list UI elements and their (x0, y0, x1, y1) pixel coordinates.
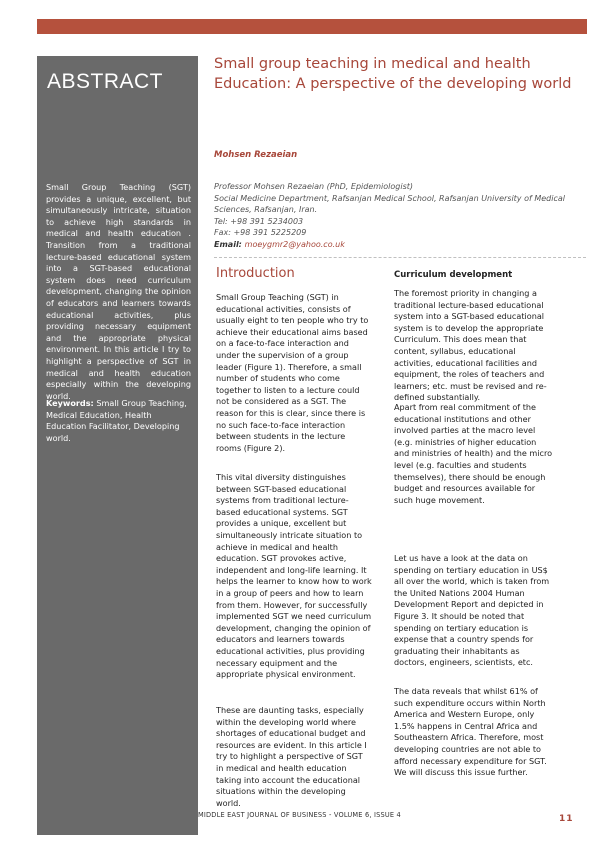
keywords-label: Keywords: (46, 398, 94, 408)
author-name: Mohsen Rezaeian (214, 150, 298, 160)
article-title: Small group teaching in medical and health Education: A perspective of the developing world (214, 56, 572, 92)
paragraph: Small Group Teaching (SGT) in educational activities, consists of usually eight to ten people who try to achieve their educational aims based on a face-to-face interaction and under the supervision of a group leader (Figure 1). Therefore, a small number of students who come together to listen to a lecture could not be considered as a SGT. The reason for this is clear, since there is no such face-to-face interaction between students in the lecture rooms (Figure 2). (216, 292, 369, 453)
section-heading-curriculum: Curriculum development (394, 270, 513, 280)
abstract-heading: ABSTRACT (47, 70, 164, 93)
email-line (214, 239, 584, 251)
paragraph: Apart from real commitment of the educational institutions and other involved parties at the macro level (e.g. ministries of higher education and ministries of health) and the micro level (e.g. faculties and students themselves), there should be enough budget and resources available for such huge movement. (394, 402, 553, 505)
column-right (394, 268, 554, 778)
section-heading-introduction: Introduction (216, 266, 295, 281)
paragraph: The foremost priority in changing a traditional lecture-based educational system into a SGT-based educational system is to develop the appropriate Curriculum. This does mean that content, syllabus, educational activities, educational facilities and equipment, the roles of teachers and learners; etc. must be revised and re-defined substantially. (394, 288, 547, 403)
abstract-sidebar (37, 56, 198, 835)
keywords (46, 398, 191, 444)
journal-footer: MIDDLE EAST JOURNAL OF BUSINESS - VOLUME 6, ISSUE 4 (198, 811, 401, 819)
email-link[interactable]: moeygmr2@yahoo.co.uk (244, 239, 345, 249)
paragraph: This vital diversity distinguishes between SGT-based educational systems from traditional lecture-based educational systems. SGT provides a unique, excellent but simultaneously intricate situation to achieve in medical and health education. SGT provokes active, independent and long-life learning. It helps the learner to know how to work in a group of peers and how to learn from them. However, for successfully implemented SGT we need curriculum development, changing the opinion of educators and learners towards educational activities, plus providing necessary equipment and the appropriate physical environment. (216, 472, 372, 680)
author-affiliation (214, 181, 584, 251)
paragraph: These are daunting tasks, especially within the developing world where shortages of educational budget and resources are evident. In this article I try to highlight a perspective of SGT in medical and health education taking into account the educational situations within the developing world. (216, 705, 367, 808)
divider (214, 257, 586, 258)
email-label: Email: (214, 239, 245, 249)
affiliation-line: Professor Mohsen Rezaeian (PhD, Epidemiologist) (214, 182, 413, 191)
page-number: 11 (559, 814, 574, 824)
affiliation-line: Social Medicine Department, Rafsanjan Medical School, Rafsanjan University of Medical Sciences, Rafsanjan, Iran. (214, 193, 565, 215)
keywords-list: Small Group Teaching, Medical Education, Health Education Facilitator, Developing world. (46, 398, 187, 443)
affiliation-line: Tel: +98 391 5234003 (214, 216, 304, 226)
header-bar (37, 19, 587, 34)
paragraph: Let us have a look at the data on spending on tertiary education in US$ all over the world, which is taken from the United Nations 2004 Human Development Report and depicted in Figure 3. It should be noted that spending on tertiary education is expense that a country spends for graduating their inhabitants as doctors, engineers, scientists, etc. (394, 553, 550, 668)
abstract-text: Small Group Teaching (SGT) provides a unique, excellent, but simultaneously intricate, situation to achieve high standards in medical and health education . Transition from a traditional lecture-based educational system into a SGT-based educational system does need curriculum development, changing the opinion of educators and learners towards educational activities, plus providing necessary equipment and the appropriate physical environment. In this article I try to highlight a perspective of SGT in medical and health education especially within the developing world. (46, 182, 191, 401)
affiliation-line: Fax: +98 391 5225209 (214, 228, 307, 238)
paragraph: The data reveals that whilst 61% of such expenditure occurs within North America and Western Europe, only 1.5% happens in Central Africa and Southeastern Africa. Therefore, most developing countries are not able to afford necessary expenditure for SGT. We will discuss this issue further. (394, 686, 547, 778)
column-left (216, 266, 372, 808)
